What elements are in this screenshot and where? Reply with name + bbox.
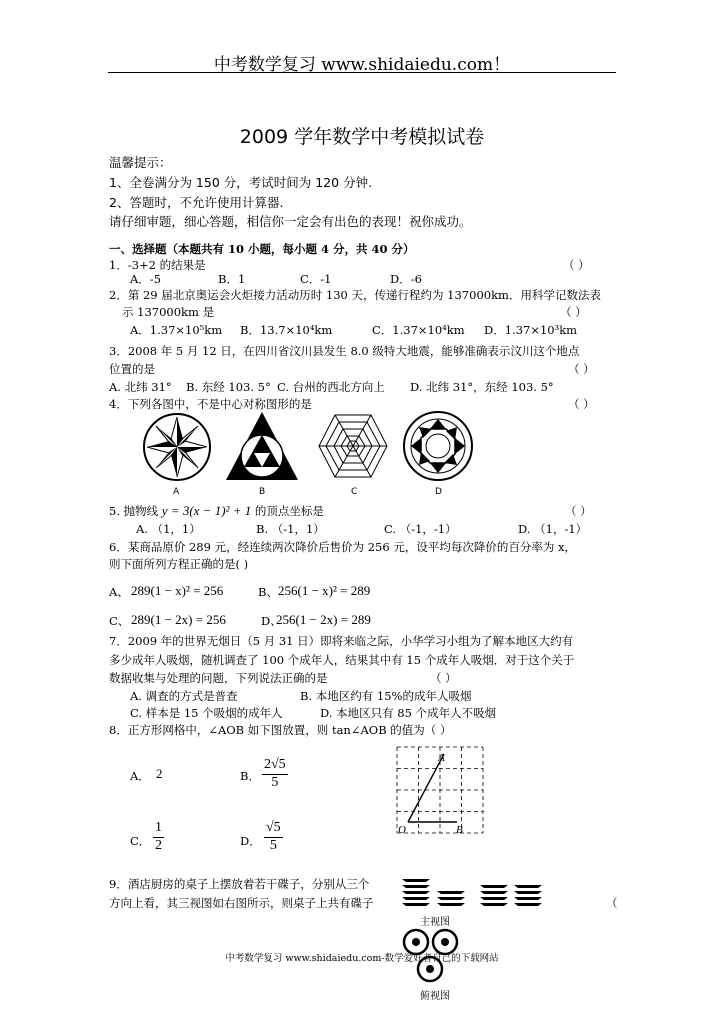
exam-title: 2009 学年数学中考模拟试卷 [239, 126, 485, 148]
q8-point-a: A [438, 752, 445, 764]
q4-label-b: B [259, 487, 266, 497]
q3-option-d: D. 北纬 31°，东经 103. 5° [410, 380, 554, 394]
q2-stem: 2．第 29 届北京奥运会火炬接力活动历时 130 天，传递行程约为 137000km．用科学记数法表 [109, 288, 601, 302]
q3-stem: 3．2008 年 5 月 12 日，在四川省汶川县发生 8.0 级特大地震，能够准确表示汶川这个地点 [109, 344, 580, 358]
q7-option-d: D. 本地区只有 85 个成年人不吸烟 [320, 706, 497, 720]
q6-option-d-label: D、 [261, 614, 282, 628]
q3-stem-2: 位置的是 [109, 362, 155, 376]
q6-option-c: 289(1 − 2x) = 256 [131, 612, 226, 627]
q8-d-denominator: 5 [269, 837, 277, 853]
q7-stem: 7．2009 年的世界无烟日（5 月 31 日）即将来临之际，小华学习小组为了解本地区大约有 [109, 634, 574, 648]
q6-option-d: 256(1 − 2x) = 289 [276, 612, 371, 627]
q3-answer-paren: （ ） [568, 362, 595, 376]
q7-option-c: C. 样本是 15 个吸烟的成年人 [130, 706, 283, 720]
q8-option-d-label: D． [240, 834, 261, 848]
q8-stem: 8．正方形网格中，∠AOB 如下图放置，则 tan∠AOB 的值为（ ） [109, 723, 452, 737]
q5-option-a: A. （1，1） [136, 522, 201, 536]
q5-option-c: C. （-1，-1） [384, 522, 457, 536]
q5-stem [109, 503, 324, 519]
tips-line-2: 2、答题时，不允许使用计算器. [109, 195, 284, 210]
q4-figure-c [318, 413, 388, 479]
q3-option-c: C. 台州的西北方向上 [277, 380, 385, 394]
q6-stem-2: 则下面所列方程正确的是( ) [109, 557, 249, 571]
q6-option-a: 289(1 − x)² = 256 [131, 583, 224, 598]
q3-option-b: B. 东经 103. 5° [186, 380, 271, 394]
page-header: 中考数学复习 www.shidaiedu.com！ [213, 55, 511, 75]
q5-answer-paren: （ ） [565, 504, 592, 518]
q4-label-a: A [173, 487, 180, 497]
q4-figure-b [224, 410, 300, 484]
q6-option-a-label: A、 [109, 585, 129, 599]
q4-figure-a [142, 412, 212, 482]
q5-option-b: B. （-1，1） [256, 522, 325, 536]
q4-label-c: C [351, 487, 358, 497]
q9-stem: 9．酒店厨房的桌子上摆放着若干碟子，分别从三个 [109, 877, 370, 891]
q2-option-c: C．1.37×10⁴km [372, 323, 465, 337]
q6-option-b-label: B、 [258, 585, 278, 599]
q5-formula: y = 3(x − 1)² + 1 [161, 503, 252, 518]
q9-stem-2: 方向上看，其三视图如右图所示，则桌子上共有碟子 [109, 896, 374, 910]
q8-point-b: B [456, 824, 463, 836]
tips-line-1: 1、全卷满分为 150 分，考试时间为 120 分钟. [109, 175, 373, 190]
q1-option-b: B．1 [218, 272, 246, 286]
q3-option-a: A. 北纬 31° [109, 380, 172, 394]
q7-stem-2: 多少成年人吸烟，随机调查了 100 个成年人，结果其中有 15 个成年人吸烟．对于这个关于 [109, 653, 575, 667]
q8-option-a-label: A． [130, 769, 150, 783]
page-footer: 中考数学复习 www.shidaiedu.com-数学爱好者自己的下载网站 [225, 953, 499, 964]
q9-answer-paren: （ [606, 896, 618, 910]
q8-point-o: O [398, 824, 406, 836]
q7-answer-paren: （ ） [430, 671, 457, 685]
tips-heading: 温馨提示： [109, 155, 172, 170]
q8-option-c [153, 821, 164, 853]
header-rule [108, 72, 616, 73]
q8-d-numerator: √5 [264, 821, 283, 838]
q4-stem: 4．下列各图中，不是中心对称图形的是 [109, 397, 312, 411]
q1-stem: 1．-3+2 的结果是 [109, 258, 206, 272]
q7-option-b: B. 本地区约有 15%的成年人吸烟 [300, 689, 472, 703]
q8-option-b-label: B． [240, 769, 260, 783]
q8-c-numerator: 1 [153, 821, 164, 838]
q6-option-b: 256(1 − x)² = 289 [278, 583, 371, 598]
q8-b-denominator: 5 [271, 774, 279, 790]
q7-stem-3: 数据收集与处理的问题，下列说法正确的是 [109, 671, 328, 685]
q1-answer-paren: （ ） [563, 258, 590, 272]
q4-figure-d [402, 410, 474, 482]
q8-option-a: 2 [156, 766, 163, 781]
q8-option-d [264, 821, 283, 853]
q7-option-a: A. 调查的方式是普查 [130, 689, 238, 703]
q2-option-a: A．1.37×10⁵km [130, 323, 223, 337]
q1-option-a: A．-5 [130, 272, 162, 286]
q2-option-b: B．13.7×10⁴km [240, 323, 333, 337]
q1-option-c: C．-1 [300, 272, 332, 286]
q8-c-denominator: 2 [155, 837, 162, 853]
q6-stem: 6．某商品原价 289 元，经连续两次降价后售价为 256 元，设平均每次降价的百分率为 x， [109, 540, 576, 554]
tips-line-3: 请仔细审题，细心答题，相信你一定会有出色的表现！祝你成功。 [109, 214, 472, 229]
q2-option-d: D．1.37×10³km [484, 323, 578, 337]
section-title: 一、选择题（本题共有 10 小题，每小题 4 分，共 40 分） [109, 242, 415, 256]
q9-front-view-label: 主视图 [420, 917, 450, 928]
q2-answer-paren: （ ） [560, 305, 587, 319]
q8-option-b [262, 758, 288, 790]
q9-plate-stacks [400, 876, 546, 910]
q5-stem-post: 的顶点坐标是 [251, 504, 324, 518]
q2-stem-2: 示 137000km 是 [122, 305, 215, 319]
q4-answer-paren: （ ） [568, 397, 595, 411]
q5-stem-pre: 5. 抛物线 [109, 504, 162, 518]
q6-option-c-label: C、 [109, 614, 130, 628]
q4-label-d: D [435, 487, 442, 497]
q8-option-c-label: C． [130, 834, 151, 848]
q9-top-view-label: 俯视图 [420, 991, 450, 1002]
q5-option-d: D. （1，-1） [518, 522, 588, 536]
q1-option-d: D．-6 [390, 272, 422, 286]
q8-b-numerator: 2√5 [262, 758, 288, 775]
